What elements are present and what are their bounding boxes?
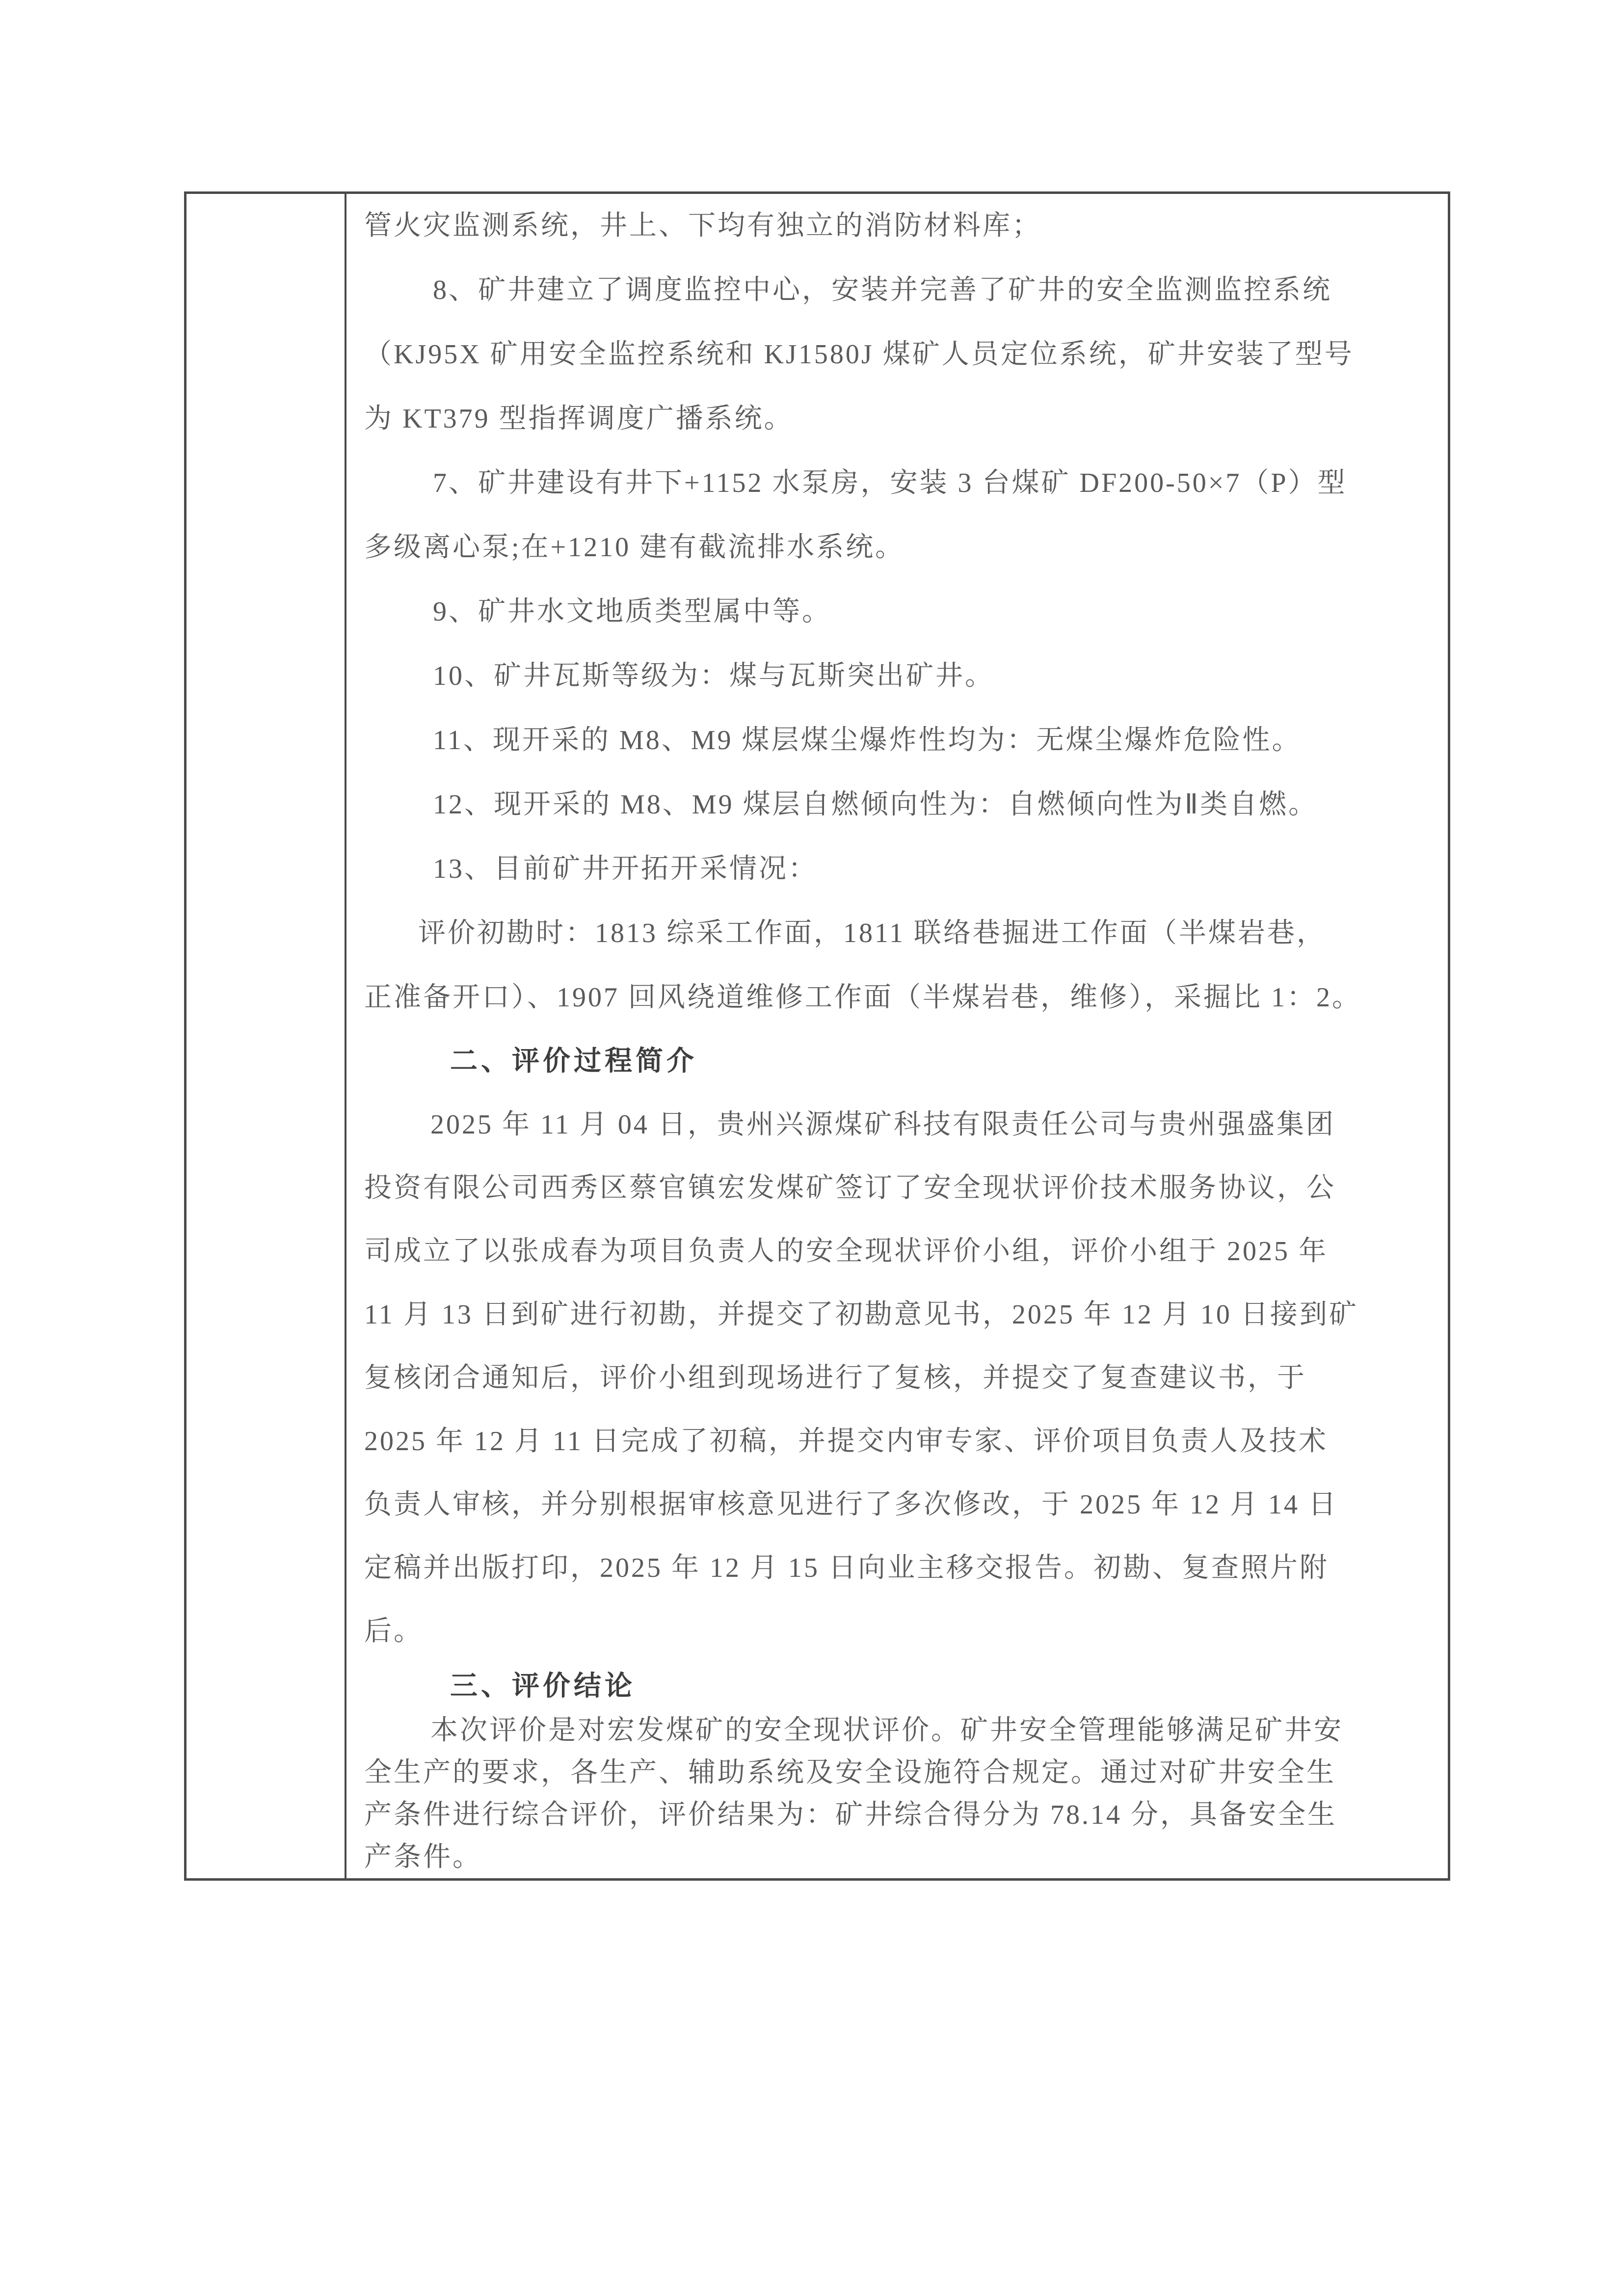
content-line: 2025 年 11 月 04 日，贵州兴源煤矿科技有限责任公司与贵州强盛集团 — [430, 1109, 1335, 1140]
content-line: 2025 年 12 月 11 日完成了初稿，并提交内审专家、评价项目负责人及技术 — [364, 1426, 1328, 1457]
content-line: 多级离心泵;在+1210 建有截流排水系统。 — [364, 532, 905, 563]
content-line: 8、矿井建立了调度监控中心，安装并完善了矿井的安全监测监控系统 — [433, 275, 1332, 305]
content-line: 为 KT379 型指挥调度广播系统。 — [364, 404, 794, 434]
content-line: 10、矿井瓦斯等级为：煤与瓦斯突出矿井。 — [433, 661, 994, 691]
content-line: 管火灾监测系统，井上、下均有独立的消防材料库； — [364, 211, 1041, 241]
content-line: 负责人审核，并分别根据审核意见进行了多次修改，于 2025 年 12 月 14 日 — [364, 1489, 1338, 1520]
section-heading: 三、评价结论 — [450, 1671, 636, 1702]
content-line: 全生产的要求，各生产、辅助系统及安全设施符合规定。通过对矿井安全生 — [364, 1757, 1336, 1788]
content-line: 11、现开采的 M8、M9 煤层煤尘爆炸性均为：无煤尘爆炸危险性。 — [433, 725, 1302, 756]
content-line: 定稿并出版打印，2025 年 12 月 15 日向业主移交报告。初勘、复查照片附 — [364, 1553, 1329, 1583]
report-table — [184, 191, 1450, 1881]
content-line: （KJ95X 矿用安全监控系统和 KJ1580J 煤矿人员定位系统，矿井安装了型号 — [364, 339, 1354, 370]
content-line: 13、目前矿井开拓开采情况： — [433, 854, 818, 884]
content-line: 评价初勘时：1813 综采工作面，1811 联络巷掘进工作面（半煤岩巷， — [418, 918, 1326, 948]
content-line: 产条件进行综合评价，评价结果为：矿井综合得分为 78.14 分，具备安全生 — [364, 1800, 1337, 1830]
section-heading: 二、评价过程简介 — [450, 1046, 697, 1077]
table-content-cell — [346, 194, 1448, 1878]
content-line: 9、矿井水文地质类型属中等。 — [433, 596, 831, 627]
content-line: 11 月 13 日到矿进行初勘，并提交了初勘意见书，2025 年 12 月 10 日接到矿 — [364, 1299, 1358, 1330]
content-line: 本次评价是对宏发煤矿的安全现状评价。矿井安全管理能够满足矿井安 — [430, 1715, 1343, 1746]
content-line: 正准备开口）、1907 回风绕道维修工作面（半煤岩巷，维修），采掘比 1：2。 — [364, 982, 1361, 1013]
content-line: 投资有限公司西秀区蔡官镇宏发煤矿签订了安全现状评价技术服务协议，公 — [364, 1173, 1336, 1203]
content-line: 司成立了以张成春为项目负责人的安全现状评价小组，评价小组于 2025 年 — [364, 1236, 1328, 1267]
table-left-cell — [186, 194, 346, 1878]
content-line: 复核闭合通知后，评价小组到现场进行了复核，并提交了复查建议书，于 — [364, 1363, 1306, 1393]
content-line: 产条件。 — [364, 1842, 482, 1872]
content-line: 7、矿井建设有井下+1152 水泵房，安装 3 台煤矿 DF200-50×7（P）型 — [433, 468, 1347, 498]
content-lines — [364, 194, 1437, 1878]
content-line: 后。 — [364, 1616, 423, 1647]
content-line: 12、现开采的 M8、M9 煤层自燃倾向性为：自燃倾向性为Ⅱ类自燃。 — [433, 789, 1318, 820]
